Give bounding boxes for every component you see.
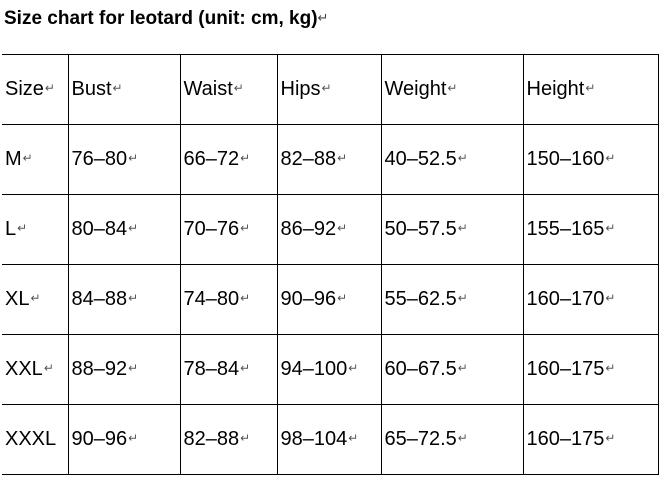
paragraph-mark-icon: ↵ — [112, 81, 123, 96]
table-header-cell: Size↵ — [2, 54, 68, 124]
table-header-cell: Bust↵ — [68, 54, 180, 124]
table-cell: XXXL — [2, 404, 68, 474]
paragraph-mark-icon: ↵ — [337, 151, 348, 166]
paragraph-mark-icon: ↵ — [240, 291, 251, 306]
table-cell: M↵ — [2, 124, 68, 194]
paragraph-mark-icon: ↵ — [447, 81, 458, 96]
paragraph-mark-icon: ↵ — [585, 81, 596, 96]
paragraph-mark-icon: ↵ — [457, 431, 468, 446]
paragraph-mark-icon: ↵ — [457, 361, 468, 376]
table-row — [2, 404, 658, 474]
table-header-cell: Hips↵ — [277, 54, 381, 124]
table-cell: 74–80↵ — [180, 264, 277, 334]
paragraph-mark-icon: ↵ — [457, 221, 468, 236]
paragraph-mark-icon: ↵ — [348, 431, 359, 446]
table-row — [2, 124, 658, 194]
table-row — [2, 194, 658, 264]
paragraph-mark-icon: ↵ — [128, 291, 139, 306]
table-cell: 82–88↵ — [180, 404, 277, 474]
table-cell: 78–84↵ — [180, 334, 277, 404]
table-header-cell: Waist↵ — [180, 54, 277, 124]
table-header-cell: Height↵ — [523, 54, 658, 124]
table-cell: L↵ — [2, 194, 68, 264]
paragraph-mark-icon: ↵ — [128, 431, 139, 446]
table-cell: XXL↵ — [2, 334, 68, 404]
paragraph-mark-icon: ↵ — [128, 361, 139, 376]
paragraph-mark-icon: ↵ — [43, 361, 54, 376]
table-cell: 84–88↵ — [68, 264, 180, 334]
table-cell: 90–96↵ — [277, 264, 381, 334]
paragraph-mark-icon: ↵ — [22, 151, 33, 166]
table-cell: 160–170↵ — [523, 264, 658, 334]
table-cell: 88–92↵ — [68, 334, 180, 404]
table-row — [2, 264, 658, 334]
size-chart-table — [2, 54, 659, 475]
table-header-cell: Weight↵ — [381, 54, 523, 124]
table-cell: 86–92↵ — [277, 194, 381, 264]
paragraph-mark-icon: ↵ — [240, 361, 251, 376]
table-cell: 76–80↵ — [68, 124, 180, 194]
page-title-text: Size chart for leotard (unit: cm, kg) — [4, 8, 318, 29]
paragraph-mark-icon: ↵ — [337, 291, 348, 306]
table-cell: 55–62.5↵ — [381, 264, 523, 334]
paragraph-mark-icon: ↵ — [457, 151, 468, 166]
table-cell: 90–96↵ — [68, 404, 180, 474]
paragraph-mark-icon: ↵ — [337, 221, 348, 236]
paragraph-mark-icon: ↵ — [605, 221, 616, 236]
table-cell: 80–84↵ — [68, 194, 180, 264]
table-cell: 94–100↵ — [277, 334, 381, 404]
paragraph-mark-icon: ↵ — [17, 221, 28, 236]
table-header-row — [2, 54, 658, 124]
table-cell: 160–175↵ — [523, 404, 658, 474]
paragraph-mark-icon: ↵ — [605, 431, 616, 446]
paragraph-mark-icon: ↵ — [605, 291, 616, 306]
paragraph-mark-icon: ↵ — [128, 151, 139, 166]
table-row — [2, 334, 658, 404]
paragraph-mark-icon: ↵ — [30, 291, 41, 306]
table-cell: 40–52.5↵ — [381, 124, 523, 194]
table-cell: XL↵ — [2, 264, 68, 334]
paragraph-mark-icon: ↵ — [233, 81, 244, 96]
paragraph-mark-icon: ↵ — [240, 221, 251, 236]
table-cell: 60–67.5↵ — [381, 334, 523, 404]
paragraph-mark-icon: ↵ — [240, 431, 251, 446]
paragraph-mark-icon: ↵ — [321, 81, 332, 96]
paragraph-mark-icon: ↵ — [605, 361, 616, 376]
table-cell: 65–72.5↵ — [381, 404, 523, 474]
paragraph-mark-icon: ↵ — [348, 361, 359, 376]
paragraph-mark-icon: ↵ — [128, 221, 139, 236]
paragraph-mark-icon: ↵ — [605, 151, 616, 166]
paragraph-mark-icon: ↵ — [457, 291, 468, 306]
table-cell: 160–175↵ — [523, 334, 658, 404]
paragraph-mark-icon: ↵ — [44, 81, 55, 96]
page-title — [0, 0, 660, 30]
paragraph-mark-icon: ↵ — [317, 10, 329, 25]
table-cell: 98–104↵ — [277, 404, 381, 474]
table-cell: 82–88↵ — [277, 124, 381, 194]
table-cell: 70–76↵ — [180, 194, 277, 264]
table-cell: 155–165↵ — [523, 194, 658, 264]
table-cell: 66–72↵ — [180, 124, 277, 194]
table-cell: 50–57.5↵ — [381, 194, 523, 264]
table-cell: 150–160↵ — [523, 124, 658, 194]
paragraph-mark-icon: ↵ — [240, 151, 251, 166]
